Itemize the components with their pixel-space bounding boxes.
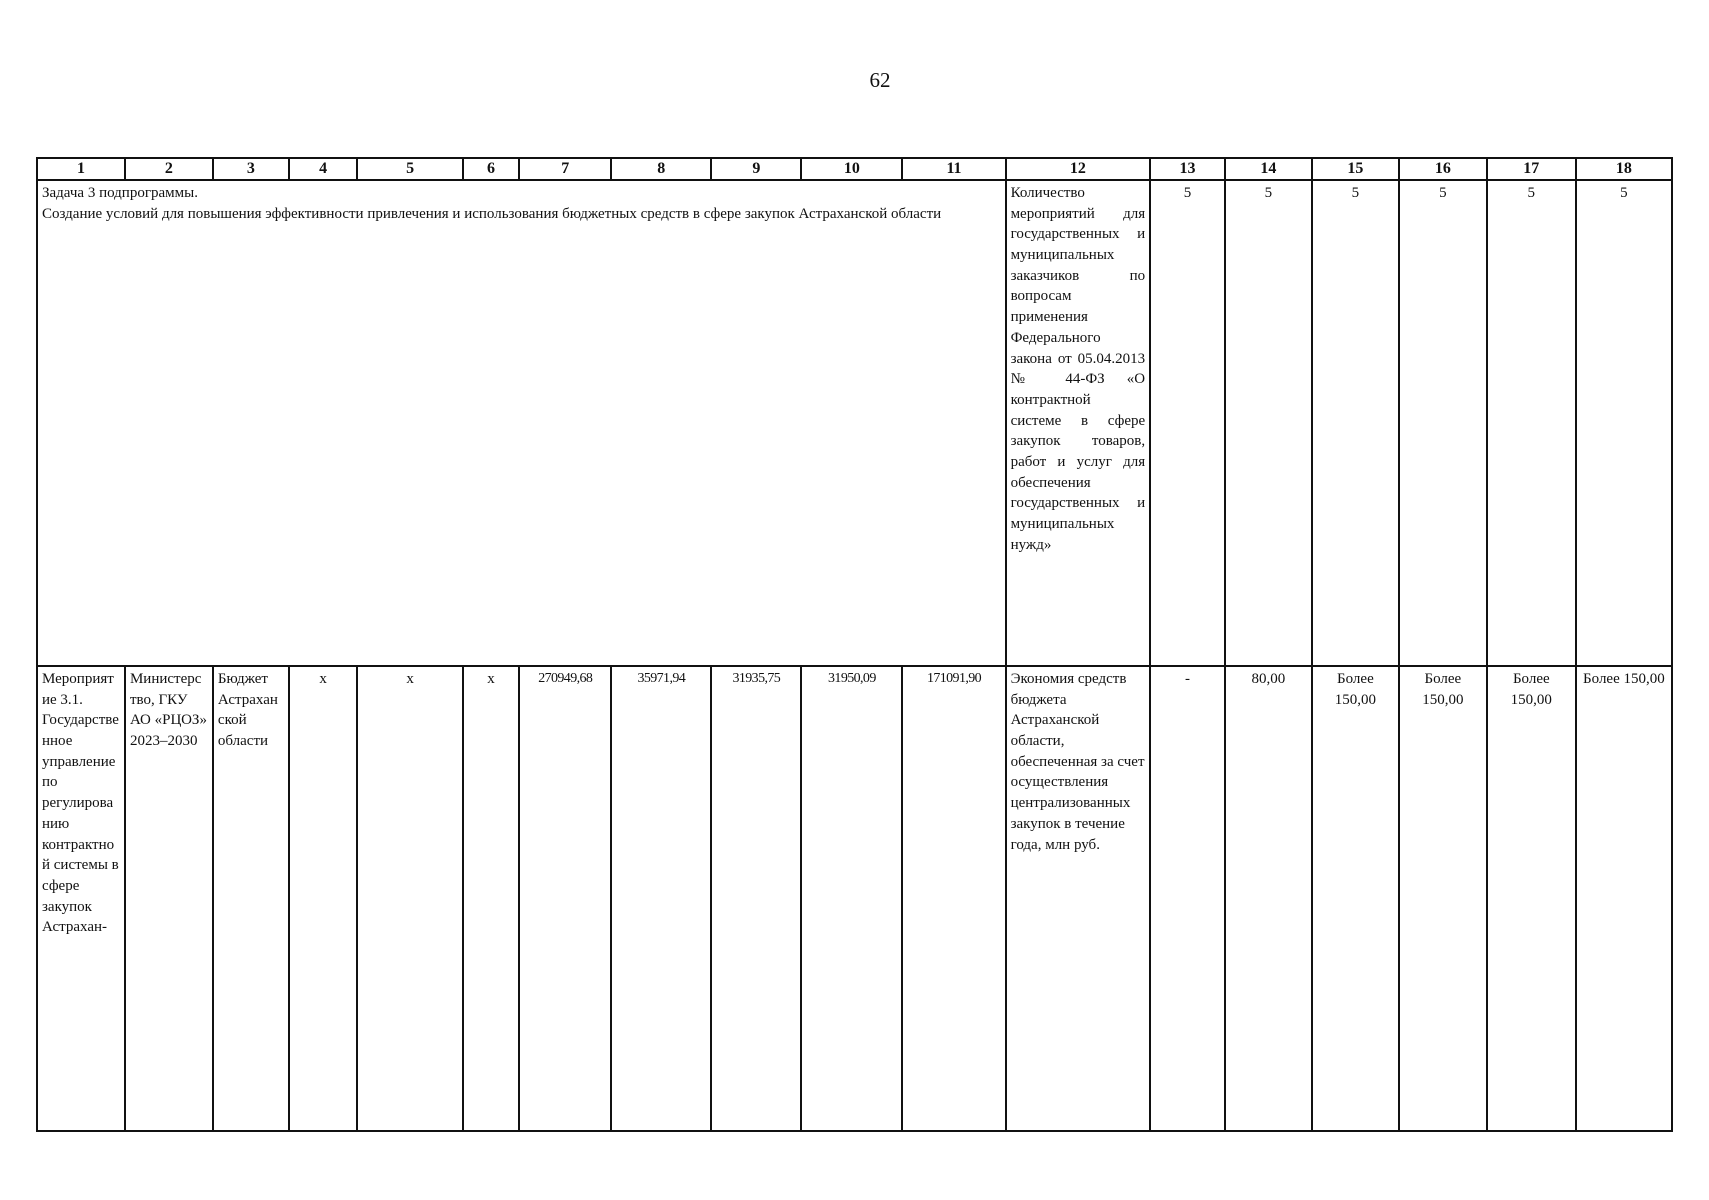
column-number: 3 (213, 158, 289, 180)
task-title: Задача 3 подпрограммы. (42, 185, 198, 201)
value-cell: 5 (1150, 180, 1225, 666)
value-cell: Более 150,00 (1487, 666, 1576, 1131)
column-number-row (37, 158, 1672, 180)
funding-source-cell: Бюджет Астраханской области (213, 666, 289, 1131)
program-table (36, 157, 1673, 1132)
amount-cell: 31935,75 (711, 666, 801, 1131)
column-number: 10 (801, 158, 902, 180)
column-number: 9 (711, 158, 801, 180)
value-cell: х (357, 666, 462, 1131)
page-number: 62 (869, 68, 891, 92)
column-number: 5 (357, 158, 462, 180)
column-number: 7 (519, 158, 611, 180)
column-number: 14 (1225, 158, 1312, 180)
column-number: 13 (1150, 158, 1225, 180)
column-number: 18 (1576, 158, 1672, 180)
column-number: 16 (1399, 158, 1487, 180)
column-number: 15 (1312, 158, 1399, 180)
column-number: 2 (125, 158, 213, 180)
value-cell: 80,00 (1225, 666, 1312, 1131)
value-cell: 5 (1312, 180, 1399, 666)
column-number: 17 (1487, 158, 1576, 180)
value-cell: - (1150, 666, 1225, 1131)
column-number: 6 (463, 158, 520, 180)
column-number: 1 (37, 158, 125, 180)
value-cell: 5 (1487, 180, 1576, 666)
value-cell: 5 (1225, 180, 1312, 666)
column-number: 8 (611, 158, 711, 180)
column-number: 4 (289, 158, 358, 180)
measure-name-cell: Мероприятие 3.1. Государственное управление по регулированию контрактной системы в сфере закупок Астрахан- (37, 666, 125, 1131)
amount-cell: 31950,09 (801, 666, 902, 1131)
value-cell: х (463, 666, 520, 1131)
indicator-text: Количество мероприятий для государственных и муниципальных заказчиков по вопросам применения Федерального закона от 05.04.2013 № 44-ФЗ «О контрактной системе в сфере закупок товаров, работ и услуг для обеспечения государственных и муниципальных нужд» (1010, 185, 1146, 553)
indicator-cell (1006, 180, 1151, 666)
amount-cell: 171091,90 (902, 666, 1005, 1131)
task-description-cell (37, 180, 1006, 666)
amount-cell: 270949,68 (519, 666, 611, 1131)
value-cell: Более 150,00 (1399, 666, 1487, 1131)
amount-cell: 35971,94 (611, 666, 711, 1131)
column-number: 11 (902, 158, 1005, 180)
value-cell: Более 150,00 (1576, 666, 1672, 1131)
task-row (37, 180, 1672, 666)
indicator-cell: Экономия средств бюджета Астраханской области, обеспеченная за счет осуществления централизованных закупок в течение года, млн руб. (1006, 666, 1151, 1131)
value-cell: 5 (1399, 180, 1487, 666)
column-number: 12 (1006, 158, 1151, 180)
task-description: Создание условий для повышения эффективности привлечения и использования бюджетных средств в сфере закупок Астраханской области (42, 205, 942, 222)
executor-cell: Министерство, ГКУ АО «РЦОЗ» 2023–2030 (125, 666, 213, 1131)
value-cell: 5 (1576, 180, 1672, 666)
value-cell: х (289, 666, 358, 1131)
value-cell: Более 150,00 (1312, 666, 1399, 1131)
measure-row (37, 666, 1672, 1131)
